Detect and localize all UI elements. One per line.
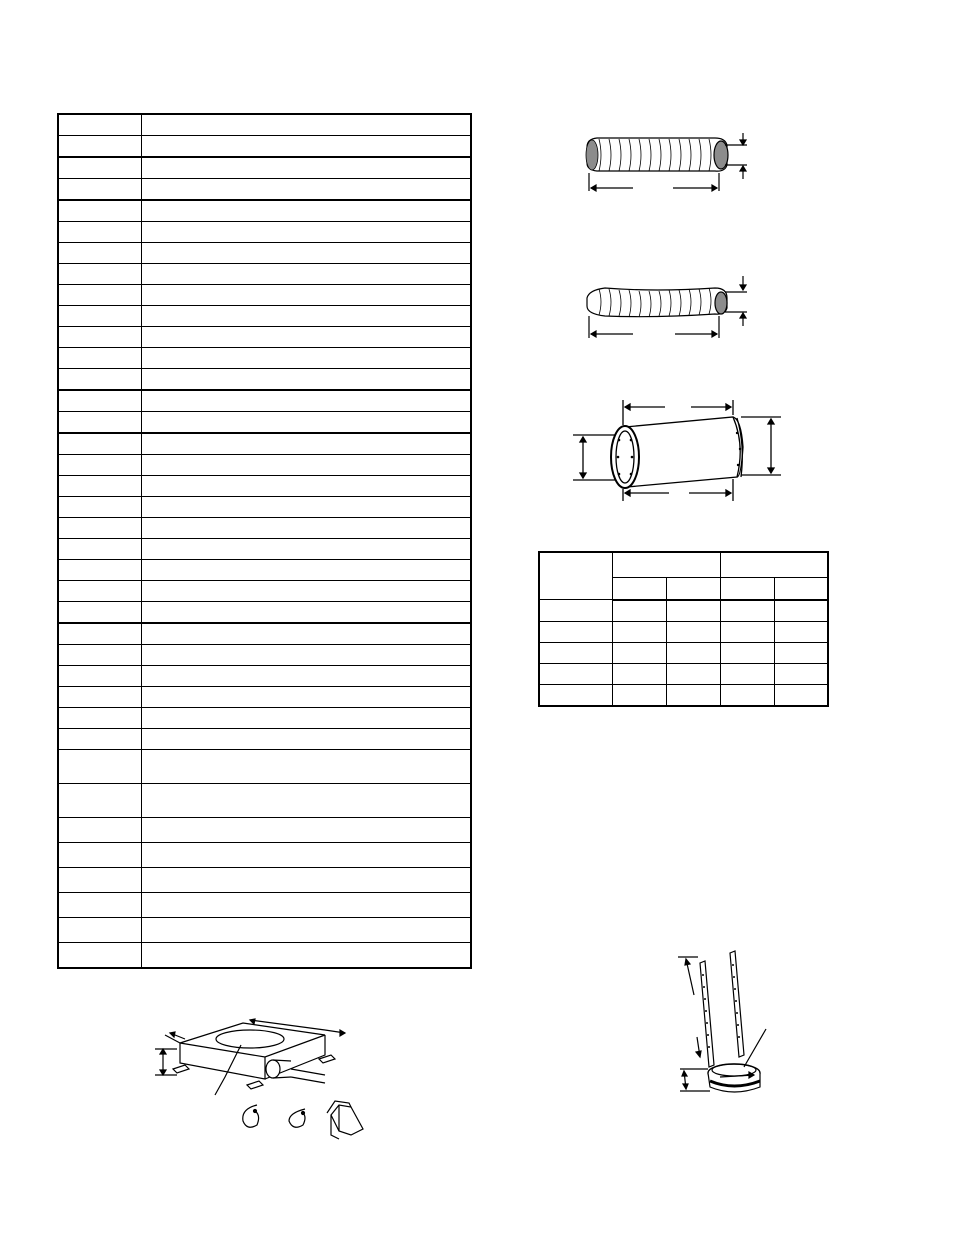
dimensions-table-cell — [666, 621, 720, 642]
part-number-cell — [58, 918, 142, 943]
parts-table-row — [58, 708, 471, 729]
parts-table-row — [58, 784, 471, 818]
dim-sub-header — [666, 578, 720, 600]
part-number-cell — [58, 602, 142, 624]
parts-table-row — [58, 369, 471, 391]
part-description-cell — [142, 560, 472, 581]
dim-sub-header — [774, 578, 828, 600]
part-description-cell — [142, 114, 472, 136]
part-description-cell — [142, 179, 472, 201]
parts-table-row — [58, 497, 471, 518]
part-description-cell — [142, 497, 472, 518]
dimensions-table-cell — [666, 600, 720, 622]
dimensions-table-cell — [720, 684, 774, 706]
dimensions-table-cell — [666, 684, 720, 706]
parts-table-row — [58, 390, 471, 412]
part-description-cell — [142, 518, 472, 539]
dimensions-table-cell — [613, 684, 667, 706]
part-description-cell — [142, 943, 472, 969]
uninsulated-flex-duct-illustration — [575, 268, 755, 343]
part-number-cell — [58, 645, 142, 666]
part-number-cell — [58, 306, 142, 327]
hanger-strap-collar-illustration — [672, 945, 787, 1100]
dimensions-table-cell — [539, 663, 613, 684]
parts-table-row — [58, 729, 471, 750]
dimensions-table-cell — [720, 600, 774, 622]
part-number-cell — [58, 476, 142, 497]
part-description-cell — [142, 687, 472, 708]
parts-table-row — [58, 243, 471, 264]
part-description-cell — [142, 784, 472, 818]
dim-sub-header — [720, 578, 774, 600]
part-number-cell — [58, 623, 142, 645]
part-description-cell — [142, 893, 472, 918]
part-description-cell — [142, 602, 472, 624]
dim-group-header-2 — [720, 552, 828, 578]
part-number-cell — [58, 200, 142, 222]
part-number-cell — [58, 327, 142, 348]
dimensions-table-cell — [774, 684, 828, 706]
part-description-cell — [142, 843, 472, 868]
dimensions-table-cell — [613, 642, 667, 663]
parts-table-row — [58, 943, 471, 969]
parts-table-row — [58, 136, 471, 158]
part-description-cell — [142, 918, 472, 943]
part-number-cell — [58, 285, 142, 306]
dim-group-header-1 — [613, 552, 721, 578]
dimensions-table-cell — [539, 600, 613, 622]
part-description-cell — [142, 623, 472, 645]
part-description-cell — [142, 136, 472, 158]
dimensions-table-cell — [539, 621, 613, 642]
parts-table-row — [58, 687, 471, 708]
part-number-cell — [58, 179, 142, 201]
parts-table-row — [58, 455, 471, 476]
dimensions-table-cell — [613, 621, 667, 642]
part-description-cell — [142, 157, 472, 179]
part-number-cell — [58, 390, 142, 412]
parts-table-row — [58, 893, 471, 918]
part-number-cell — [58, 136, 142, 158]
part-description-cell — [142, 868, 472, 893]
wall-cap-accessory — [327, 1101, 363, 1139]
parts-table-row — [58, 843, 471, 868]
parts-table-row — [58, 623, 471, 645]
dimensions-table-cell — [539, 642, 613, 663]
part-description-cell — [142, 645, 472, 666]
dimensions-table-row — [539, 621, 828, 642]
part-description-cell — [142, 708, 472, 729]
part-number-cell — [58, 729, 142, 750]
parts-table-row — [58, 539, 471, 560]
parts-table-row — [58, 157, 471, 179]
dimensions-table-cell — [774, 621, 828, 642]
parts-table-row — [58, 666, 471, 687]
dimensions-table-body — [539, 600, 828, 706]
part-number-cell — [58, 412, 142, 434]
dimensions-table-row — [539, 642, 828, 663]
parts-table-row — [58, 602, 471, 624]
parts-table-row — [58, 476, 471, 497]
dim-sub-header — [613, 578, 667, 600]
part-number-cell — [58, 708, 142, 729]
part-description-cell — [142, 390, 472, 412]
parts-table-row — [58, 327, 471, 348]
parts-table-row — [58, 179, 471, 201]
parts-table-row — [58, 348, 471, 369]
parts-table-row — [58, 868, 471, 893]
parts-table-row — [58, 114, 471, 136]
parts-table-body — [58, 114, 471, 968]
part-description-cell — [142, 412, 472, 434]
part-description-cell — [142, 476, 472, 497]
dimensions-table-cell — [774, 642, 828, 663]
part-number-cell — [58, 518, 142, 539]
part-description-cell — [142, 348, 472, 369]
dimensions-table-cell — [774, 663, 828, 684]
part-description-cell — [142, 327, 472, 348]
part-description-cell — [142, 581, 472, 602]
part-number-cell — [58, 497, 142, 518]
part-number-cell — [58, 893, 142, 918]
part-number-cell — [58, 264, 142, 285]
part-description-cell — [142, 306, 472, 327]
parts-table-row — [58, 645, 471, 666]
dimensions-table-cell — [720, 642, 774, 663]
part-number-cell — [58, 666, 142, 687]
part-description-cell — [142, 729, 472, 750]
dimensions-table-cell — [666, 642, 720, 663]
parts-table-row — [58, 918, 471, 943]
part-description-cell — [142, 818, 472, 843]
part-description-cell — [142, 222, 472, 243]
dimensions-table-row — [539, 684, 828, 706]
part-description-cell — [142, 539, 472, 560]
dimensions-table-row — [539, 663, 828, 684]
part-number-cell — [58, 222, 142, 243]
part-description-cell — [142, 243, 472, 264]
parts-table-row — [58, 412, 471, 434]
part-description-cell — [142, 264, 472, 285]
insulated-flex-duct-illustration — [575, 125, 755, 200]
part-description-cell — [142, 433, 472, 455]
dimensions-table-row — [539, 600, 828, 622]
parts-table-row — [58, 818, 471, 843]
dimensions-table-cell — [666, 663, 720, 684]
parts-table-row — [58, 200, 471, 222]
dimensions-table — [538, 551, 829, 707]
part-number-cell — [58, 433, 142, 455]
parts-table — [57, 113, 472, 969]
part-number-cell — [58, 818, 142, 843]
part-description-cell — [142, 750, 472, 784]
dimensions-table-cell — [720, 663, 774, 684]
dimensions-table-cell — [720, 621, 774, 642]
part-number-cell — [58, 943, 142, 969]
part-description-cell — [142, 455, 472, 476]
parts-table-row — [58, 264, 471, 285]
rigid-duct-illustration — [565, 395, 790, 505]
parts-table-row — [58, 750, 471, 784]
part-description-cell — [142, 285, 472, 306]
part-number-cell — [58, 843, 142, 868]
part-number-cell — [58, 784, 142, 818]
parts-table-row — [58, 285, 471, 306]
parts-table-row — [58, 433, 471, 455]
part-number-cell — [58, 369, 142, 391]
dimensions-table-cell — [774, 600, 828, 622]
part-description-cell — [142, 369, 472, 391]
parts-table-row — [58, 222, 471, 243]
parts-table-row — [58, 581, 471, 602]
part-number-cell — [58, 348, 142, 369]
part-number-cell — [58, 157, 142, 179]
part-number-cell — [58, 750, 142, 784]
part-number-cell — [58, 455, 142, 476]
parts-table-row — [58, 306, 471, 327]
part-number-cell — [58, 539, 142, 560]
dimensions-table-cell — [613, 600, 667, 622]
parts-table-row — [58, 518, 471, 539]
part-number-cell — [58, 243, 142, 264]
parts-table-row — [58, 560, 471, 581]
dimensions-table-cell — [613, 663, 667, 684]
part-number-cell — [58, 581, 142, 602]
part-number-cell — [58, 560, 142, 581]
part-number-cell — [58, 114, 142, 136]
part-number-cell — [58, 868, 142, 893]
part-description-cell — [142, 666, 472, 687]
part-description-cell — [142, 200, 472, 222]
part-number-cell — [58, 687, 142, 708]
accessory-loops — [243, 1105, 305, 1127]
dimensions-table-cell — [539, 684, 613, 706]
plenum-box-illustration — [155, 1005, 370, 1140]
dim-header-label — [539, 552, 613, 600]
